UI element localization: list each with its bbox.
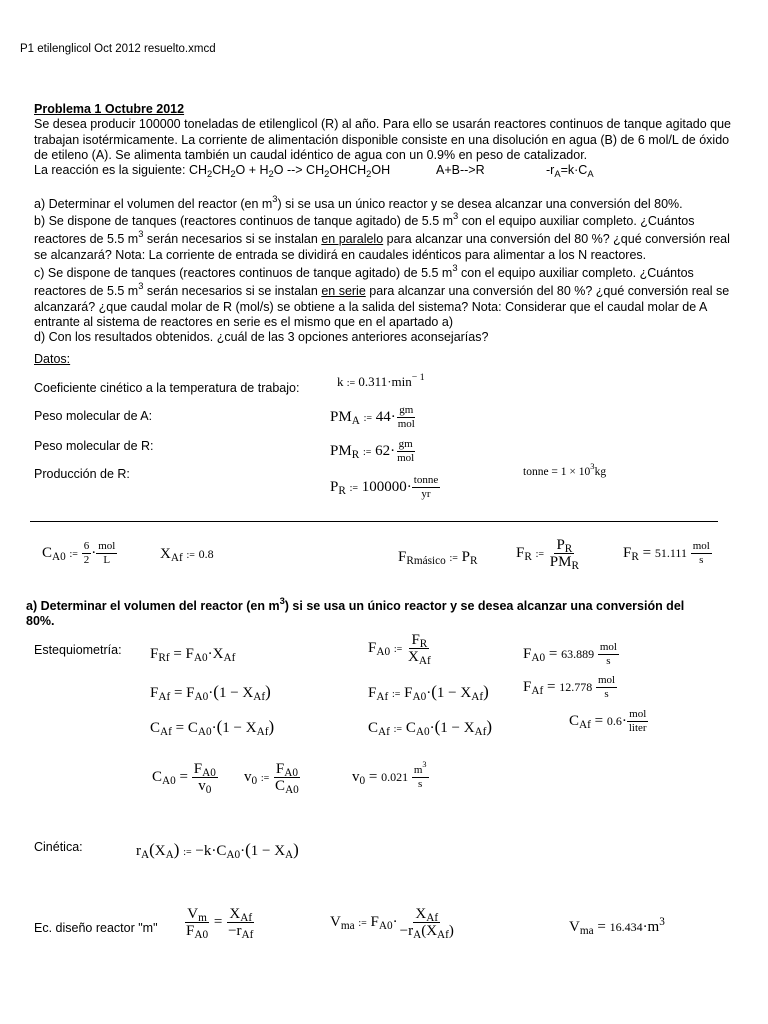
- problem-intro-1: Se desea producir 100000 toneladas de etilenglicol (R) al año. Para ello se usarán reactores continuos de tanque agitado que: [34, 117, 731, 131]
- ca0-relation: $C_{A0}$ = $\frac{F_{A0}}{v_0}$: [152, 761, 216, 796]
- caf-result: $C_{Af} = 0.6\cdot$ $\frac{\text{mol}}{\text{liter}}$: [569, 708, 647, 734]
- frf-equation: $F_{Rf} = F_{A0}\cdot X_{Af}$: [150, 646, 236, 664]
- cinetica-label: Cinética:: [34, 840, 83, 854]
- problem-intro-3: de etileno (A). Se alimenta también un caudal idéntico de agua con un 0.9% en peso de catalizador.: [34, 148, 588, 162]
- vma-result: $V_{ma} = 16.434\cdot m^3$: [569, 916, 665, 937]
- question-c-1: c) Se dispone de tanques (reactores continuos de tanque agitado) de 5.5 $m^3$ con el equipo auxiliar completo. ¿Cuántos: [34, 263, 694, 280]
- pr-label: Producción de R:: [34, 467, 130, 481]
- fr-result: $F_R = 51.111$ $\frac{\text{mol}}{s}$: [623, 540, 710, 566]
- question-b-2: reactores de 5.5 $m^3$ serán necesarios si se instalan en paralelo para alcanzar una conversión del 80 %? ¿qué conversión real: [34, 229, 730, 246]
- v0-result: $v_0 = 0.021$ $\frac{m^3}{s}$: [352, 760, 427, 790]
- pma-label: Peso molecular de A:: [34, 409, 153, 423]
- fr-masico-equation: $F_{Rmásico}$ := $P_R$: [398, 549, 478, 567]
- v0-definition: $v_0$ := $\frac{F_{A0}}{C_{A0}}$: [244, 761, 299, 796]
- pmr-label: Peso molecular de R:: [34, 439, 154, 453]
- k-equation: k := $0.311\cdot\min^{- 1}$: [337, 372, 425, 389]
- problem-reaction: La reacción es la siguiente: $CH_2CH_2O + H_2O$ --> $CH_2OHCH_2OH$ A+B-->R $-r_A=k\cdot C_A$: [34, 163, 594, 179]
- reaction-scheme: A+B-->R: [436, 163, 485, 177]
- question-d: d) Con los resultados obtenidos. ¿cuál de las 3 opciones anteriores aconsejarías?: [34, 330, 489, 344]
- question-c-3: alcanzará? ¿que caudal molar de R (mol/s) se obtiene a la salida del sistema? Nota: Considerar que el caudal molar de A: [34, 300, 708, 314]
- question-c-4: entrante al sistema de reactores en serie es el mismo que en el apartado a): [34, 315, 453, 329]
- rate-law: $-r_A=k\cdot C_A$: [546, 163, 594, 179]
- pr-equation: $P_R$ := 100000· $\frac{\text{tonne}}{yr}$: [330, 474, 439, 500]
- rate-equation: $r_A(X_A)$ := $-k\cdot C_{A0}\cdot(1 - X_A)$: [136, 840, 299, 861]
- problem-intro-2: trabajan isotérmicamente. La corriente de alimentación disponible consiste en una disolución en agua (B) de 6 mol/L de óxido: [34, 133, 730, 147]
- estequiometria-label: Estequiometría:: [34, 643, 122, 657]
- separator-line: [30, 521, 718, 522]
- caf-equation: $C_{Af} = C_{A0}\cdot(1 - X_{Af})$: [150, 717, 275, 738]
- pma-equation: $PM_A$ := 44· $\frac{gm}{\text{mol}}$: [330, 404, 415, 430]
- question-c-2: reactores de 5.5 $m^3$ serán necesarios si se instalan en serie para alcanzar una conversión del 80 %? ¿qué conversión real se: [34, 281, 730, 298]
- reaction-label: La reacción es la siguiente:: [34, 163, 189, 177]
- xaf-equation: $X_{Af}$ := 0.8: [160, 546, 214, 564]
- question-b-1: b) Se dispone de tanques (reactores continuos de tanque agitado) de 5.5 $m^3$ con el equipo auxiliar completo. ¿Cuántos: [34, 211, 695, 228]
- section-a-heading-2: 80%.: [26, 614, 55, 628]
- problem-title: Problema 1 Octubre 2012: [34, 102, 185, 116]
- datos-heading: Datos:: [34, 352, 71, 366]
- file-name: P1 etilenglicol Oct 2012 resuelto.xmcd: [20, 43, 216, 55]
- design-equation: $\frac{V_m}{F_{A0}}$ = $\frac{X_{Af}}{-r_{Af}}$: [186, 906, 254, 941]
- pmr-equation: $PM_R$ := 62· $\frac{gm}{\text{mol}}$: [330, 438, 415, 464]
- diseno-label: Ec. diseño reactor "m": [34, 921, 158, 935]
- fa0-definition: $F_{A0}$ := $\frac{F_R}{X_{Af}}$: [368, 632, 431, 667]
- ca0-equation: $C_{A0}$ := $\frac{6}{2}$ · $\frac{\text{mol}}{L}$: [42, 540, 116, 566]
- fr-definition: $F_R$ := $\frac{P_R}{PM_R}$: [516, 537, 579, 572]
- question-b-3: se alcanzará? Nota: La corriente de entrada se dividirá en caudales idénticos para alimentar a los N reactores.: [34, 248, 647, 262]
- caf-definition: $C_{Af}$ := $C_{A0}\cdot(1 - X_{Af})$: [368, 717, 493, 738]
- vma-definition: $V_{ma}$ := $F_{A0}\cdot$ $\frac{X_{Af}}{-r_A(X_{Af})}$: [330, 906, 454, 941]
- tonne-definition: tonne = $1 \times 10^3kg$: [523, 461, 607, 478]
- fa0-result: $F_{A0} = 63.889$ $\frac{\text{mol}}{s}$: [523, 641, 617, 667]
- faf-equation: $F_{Af} = F_{A0}\cdot(1 - X_{Af})$: [150, 682, 271, 703]
- faf-definition: $F_{Af}$ := $F_{A0}\cdot(1 - X_{Af})$: [368, 682, 489, 703]
- section-a-heading: a) Determinar el volumen del reactor (en $m^3$) si se usa un único reactor y se desea alcanzar una conversión del: [26, 596, 685, 613]
- question-a: a) Determinar el volumen del reactor (en $m^3$) si se usa un único reactor y se desea alcanzar una conversión del 80%.: [34, 194, 683, 211]
- faf-result: $F_{Af} = 12.778$ $\frac{\text{mol}}{s}$: [523, 674, 616, 700]
- k-label: Coeficiente cinético a la temperatura de trabajo:: [34, 381, 300, 395]
